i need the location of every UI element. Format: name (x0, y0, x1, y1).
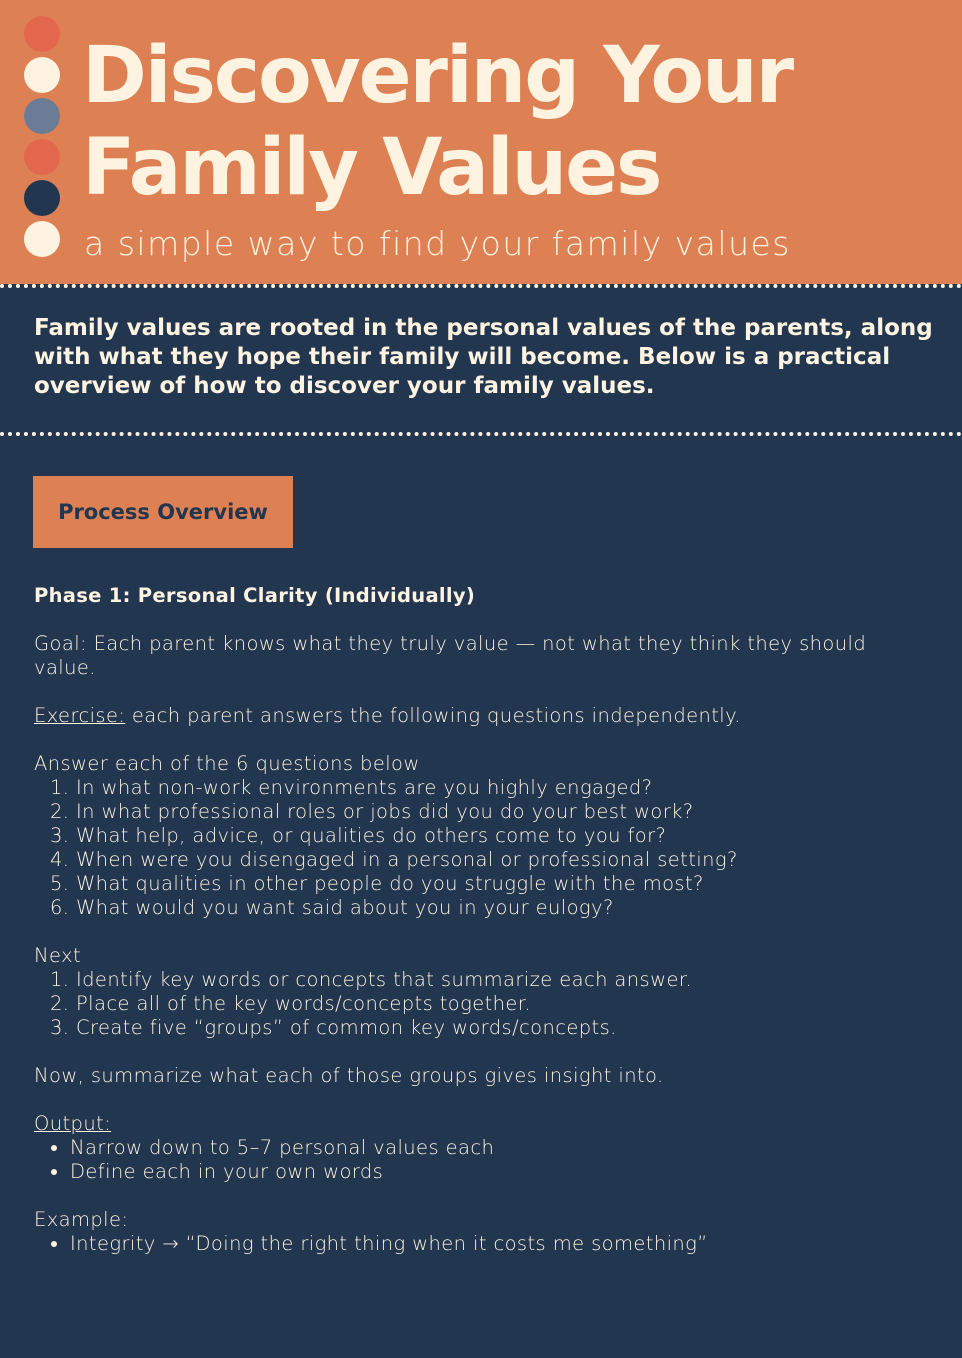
list-item: 5. What qualities in other people do you struggle with the most? (76, 872, 934, 896)
questions-list (34, 776, 934, 920)
exercise-line (34, 704, 934, 728)
dot-3 (24, 98, 60, 134)
list-item: 3. Create five “groups” of common key words/concepts. (76, 1016, 934, 1040)
list-item: 1. Identify key words or concepts that summarize each answer. (76, 968, 934, 992)
dotted-divider-bottom (0, 432, 962, 436)
list-item: 2. In what professional roles or jobs did you do your best work? (76, 800, 934, 824)
list-item: 2. Place all of the key words/concepts together. (76, 992, 934, 1016)
list-item: 4. When were you disengaged in a personal or professional setting? (76, 848, 934, 872)
example-label: Example: (34, 1208, 129, 1231)
exercise-label: Exercise: (34, 704, 126, 727)
dot-1 (24, 16, 60, 52)
header-banner (0, 0, 962, 284)
list-item: • Integrity → “Doing the right thing when it costs me something” (70, 1232, 934, 1256)
output-label: Output: (34, 1112, 112, 1135)
next-steps-list (34, 968, 934, 1040)
output-list (34, 1136, 934, 1184)
title-line-1: Discovering Your (82, 31, 793, 121)
dot-2 (24, 57, 60, 93)
questions-intro: Answer each of the 6 questions below (34, 752, 420, 775)
list-item: • Define each in your own words (70, 1160, 934, 1184)
dot-4 (24, 139, 60, 175)
title-line-2: Family Values (82, 123, 661, 213)
dot-6 (24, 221, 60, 257)
next-label: Next (34, 944, 82, 967)
list-item: 1. In what non-work environments are you highly engaged? (76, 776, 934, 800)
process-overview-button[interactable]: Process Overview (33, 476, 293, 548)
example-list (34, 1232, 934, 1256)
decorative-dots (24, 16, 62, 262)
dotted-divider-top (0, 284, 962, 288)
goal-text: Goal: Each parent knows what they truly value — not what they think they should value. (34, 632, 867, 679)
intro-paragraph: Family values are rooted in the personal values of the parents, along with what they hope their family will become. Below is a practical overview of how to discover your family values. (34, 315, 933, 399)
phase-1-section (34, 584, 934, 1256)
page-title (82, 30, 792, 214)
summary-text: Now, summarize what each of those groups gives insight into. (34, 1064, 664, 1087)
list-item: • Narrow down to 5–7 personal values each (70, 1136, 934, 1160)
dot-5 (24, 180, 60, 216)
page-subtitle: a simple way to find your family values (84, 224, 791, 263)
list-item: 6. What would you want said about you in your eulogy? (76, 896, 934, 920)
list-item: 3. What help, advice, or qualities do others come to you for? (76, 824, 934, 848)
phase-heading: Phase 1: Personal Clarity (Individually) (34, 584, 476, 607)
exercise-text: each parent answers the following questions independently. (125, 704, 741, 727)
